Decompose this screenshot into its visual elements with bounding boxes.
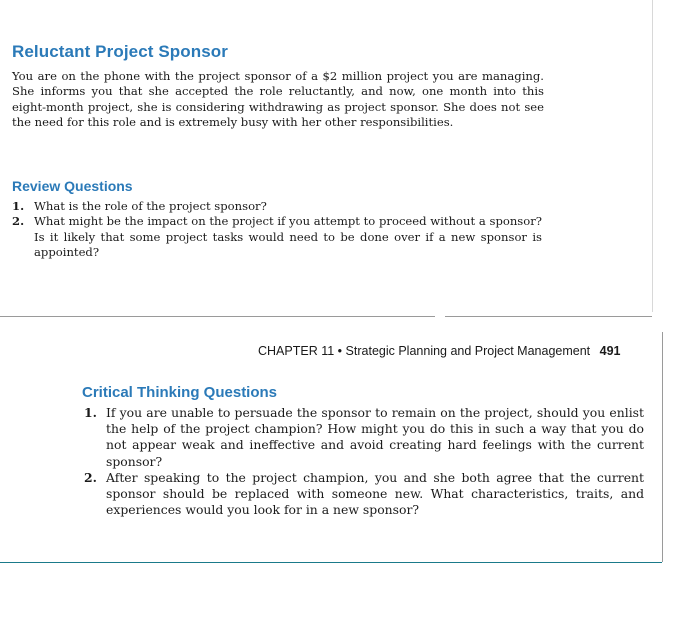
review-questions-list xyxy=(12,199,542,261)
item-number: 2. xyxy=(84,469,97,485)
bullet-separator: • xyxy=(337,344,343,358)
page-bottom-fragment xyxy=(0,332,663,562)
list-item xyxy=(82,470,644,519)
critical-thinking-list xyxy=(82,405,644,518)
item-text: After speaking to the project champion, you and she both agree that the current sponsor should be replaced with someone new. What characteristics, traits, and experiences would you look for in a new sponsor? xyxy=(106,469,644,518)
chapter-label: CHAPTER 11 xyxy=(258,344,335,358)
item-text: If you are unable to persuade the sponsor to remain on the project, should you enlist the help of the project champion? How might you do this in such a way that you do not appear weak and ineffective and avoid creating hard feelings with the current sponsor? xyxy=(106,405,644,469)
item-text: What might be the impact on the project if you attempt to proceed without a sponsor? Is it likely that some project tasks would need to be done over if a new sponsor is appointed? xyxy=(34,214,542,260)
review-questions-heading: Review Questions xyxy=(12,178,133,194)
item-number: 2. xyxy=(12,214,25,229)
page-number: 491 xyxy=(599,344,621,358)
list-item xyxy=(82,405,644,470)
page-divider xyxy=(0,316,435,317)
page-bottom-rule xyxy=(0,562,662,563)
critical-thinking-heading: Critical Thinking Questions xyxy=(82,384,278,401)
list-item xyxy=(12,214,542,260)
list-item xyxy=(12,199,542,214)
running-head xyxy=(258,344,620,358)
chapter-title: Strategic Planning and Project Management xyxy=(345,344,591,358)
page-divider xyxy=(445,316,652,317)
item-text: What is the role of the project sponsor? xyxy=(34,199,267,213)
case-title: Reluctant Project Sponsor xyxy=(12,42,228,61)
item-number: 1. xyxy=(12,199,25,213)
item-number: 1. xyxy=(84,405,97,420)
case-body: You are on the phone with the project sponsor of a $2 million project you are managing. She informs you that she accepted the role reluctantly, and now, one month into this eight-month project, she is considering withdrawing as project sponsor. She does not see the need for this role and is extremely busy with her other responsibilities. xyxy=(12,69,544,130)
page-top-fragment xyxy=(0,0,653,312)
